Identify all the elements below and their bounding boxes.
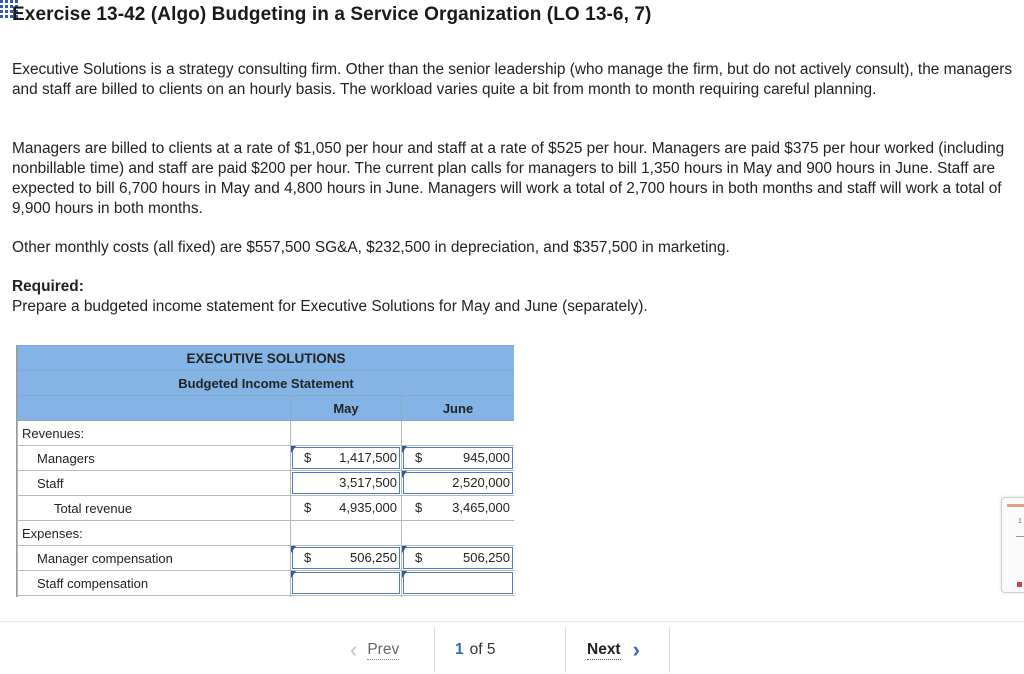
rates-paragraph: Managers are billed to clients at a rate of $1,050 per hour and staff at a rate of $525 per hour. Managers are paid $375 per hour worked (including nonbillable time) and staff are paid $200 per hour. The current plan calls for managers to bill 1,350 hours in May and 900 hours in June. Staff are expected to bill 6,700 hours in May and 4,800 hours in June. Managers will work a total of 2,700 hours in both months and staff will work a total of 9,900 hours in both months.: [12, 140, 1005, 217]
revenues-may-blank: [291, 421, 402, 446]
side-thumbnail-panel[interactable]: [1001, 497, 1024, 593]
statement-name: Budgeted Income Statement: [18, 371, 515, 396]
staff-june-input[interactable]: 2,520,000: [402, 471, 515, 496]
flag-marker-icon: [1017, 582, 1022, 587]
staff-compensation-label: Staff compensation: [18, 571, 291, 596]
answer-flag-icon: [402, 546, 407, 553]
expenses-june-blank: [402, 521, 515, 546]
nav-separator: [669, 627, 670, 673]
prev-button[interactable]: [350, 627, 399, 673]
table-row: [18, 496, 515, 521]
table-row: [18, 471, 515, 496]
expenses-label: Expenses:: [18, 521, 291, 546]
next-button[interactable]: [587, 627, 640, 673]
staff-label: Staff: [18, 471, 291, 496]
nav-divider: [0, 621, 1024, 622]
revenues-label: Revenues:: [18, 421, 291, 446]
intro-paragraph: Executive Solutions is a strategy consulting firm. Other than the senior leadership (who manage the firm, but do not actively consult), the managers and staff are billed to clients on an hourly basis. The workload varies quite a bit from month to month requiring careful planning.: [12, 61, 1013, 98]
cutoff-row-label: [18, 596, 291, 598]
cutoff-row-june: [402, 596, 515, 598]
managers-label: Managers: [18, 446, 291, 471]
answer-flag-icon: [402, 446, 407, 453]
header-blank: [18, 396, 291, 421]
manager-comp-june-input[interactable]: $ 506,250: [402, 546, 515, 571]
next-label: Next: [587, 640, 621, 658]
column-june: June: [402, 396, 515, 421]
staff-comp-may-input[interactable]: [291, 571, 402, 596]
revenues-june-blank: [402, 421, 515, 446]
total-revenue-may: $ 4,935,000: [291, 496, 402, 521]
cutoff-row-may: [291, 596, 402, 598]
chevron-left-icon: ‹: [350, 637, 358, 662]
answer-flag-icon: [402, 471, 407, 478]
answer-flag-icon: [291, 546, 296, 553]
page-indicator: [455, 627, 495, 673]
answer-flag-icon: [291, 446, 296, 453]
manager-compensation-label: Manager compensation: [18, 546, 291, 571]
managers-may-input[interactable]: $ 1,417,500: [291, 446, 402, 471]
table-row: [18, 546, 515, 571]
staff-comp-june-input[interactable]: [402, 571, 515, 596]
answer-flag-icon: [402, 571, 407, 578]
page-total: of 5: [469, 641, 496, 658]
company-name: EXECUTIVE SOLUTIONS: [18, 346, 515, 371]
table-row: [18, 446, 515, 471]
chevron-right-icon: ›: [632, 637, 640, 662]
side-thumb-number: 1: [1018, 518, 1022, 525]
answer-flag-icon: [291, 571, 296, 578]
nav-separator: [434, 627, 435, 673]
staff-may-input[interactable]: 3,517,500: [291, 471, 402, 496]
managers-june-input[interactable]: $ 945,000: [402, 446, 515, 471]
total-revenue-june: $ 3,465,000: [402, 496, 515, 521]
fixed-costs-paragraph: Other monthly costs (all fixed) are $557,500 SG&A, $232,500 in depreciation, and $357,500 in marketing.: [12, 239, 730, 256]
income-statement-table: [16, 345, 514, 597]
exercise-title: Exercise 13-42 (Algo) Budgeting in a Service Organization (LO 13-6, 7): [12, 4, 652, 25]
total-revenue-label: Total revenue: [18, 496, 291, 521]
column-may: May: [291, 396, 402, 421]
manager-comp-may-input[interactable]: $ 506,250: [291, 546, 402, 571]
required-text: Prepare a budgeted income statement for Executive Solutions for May and June (separately).: [12, 298, 648, 315]
nav-separator: [565, 627, 566, 673]
required-label: Required:: [12, 278, 84, 295]
prev-label: Prev: [367, 640, 400, 658]
table-row: [18, 571, 515, 596]
expenses-may-blank: [291, 521, 402, 546]
current-page: 1: [455, 641, 464, 658]
